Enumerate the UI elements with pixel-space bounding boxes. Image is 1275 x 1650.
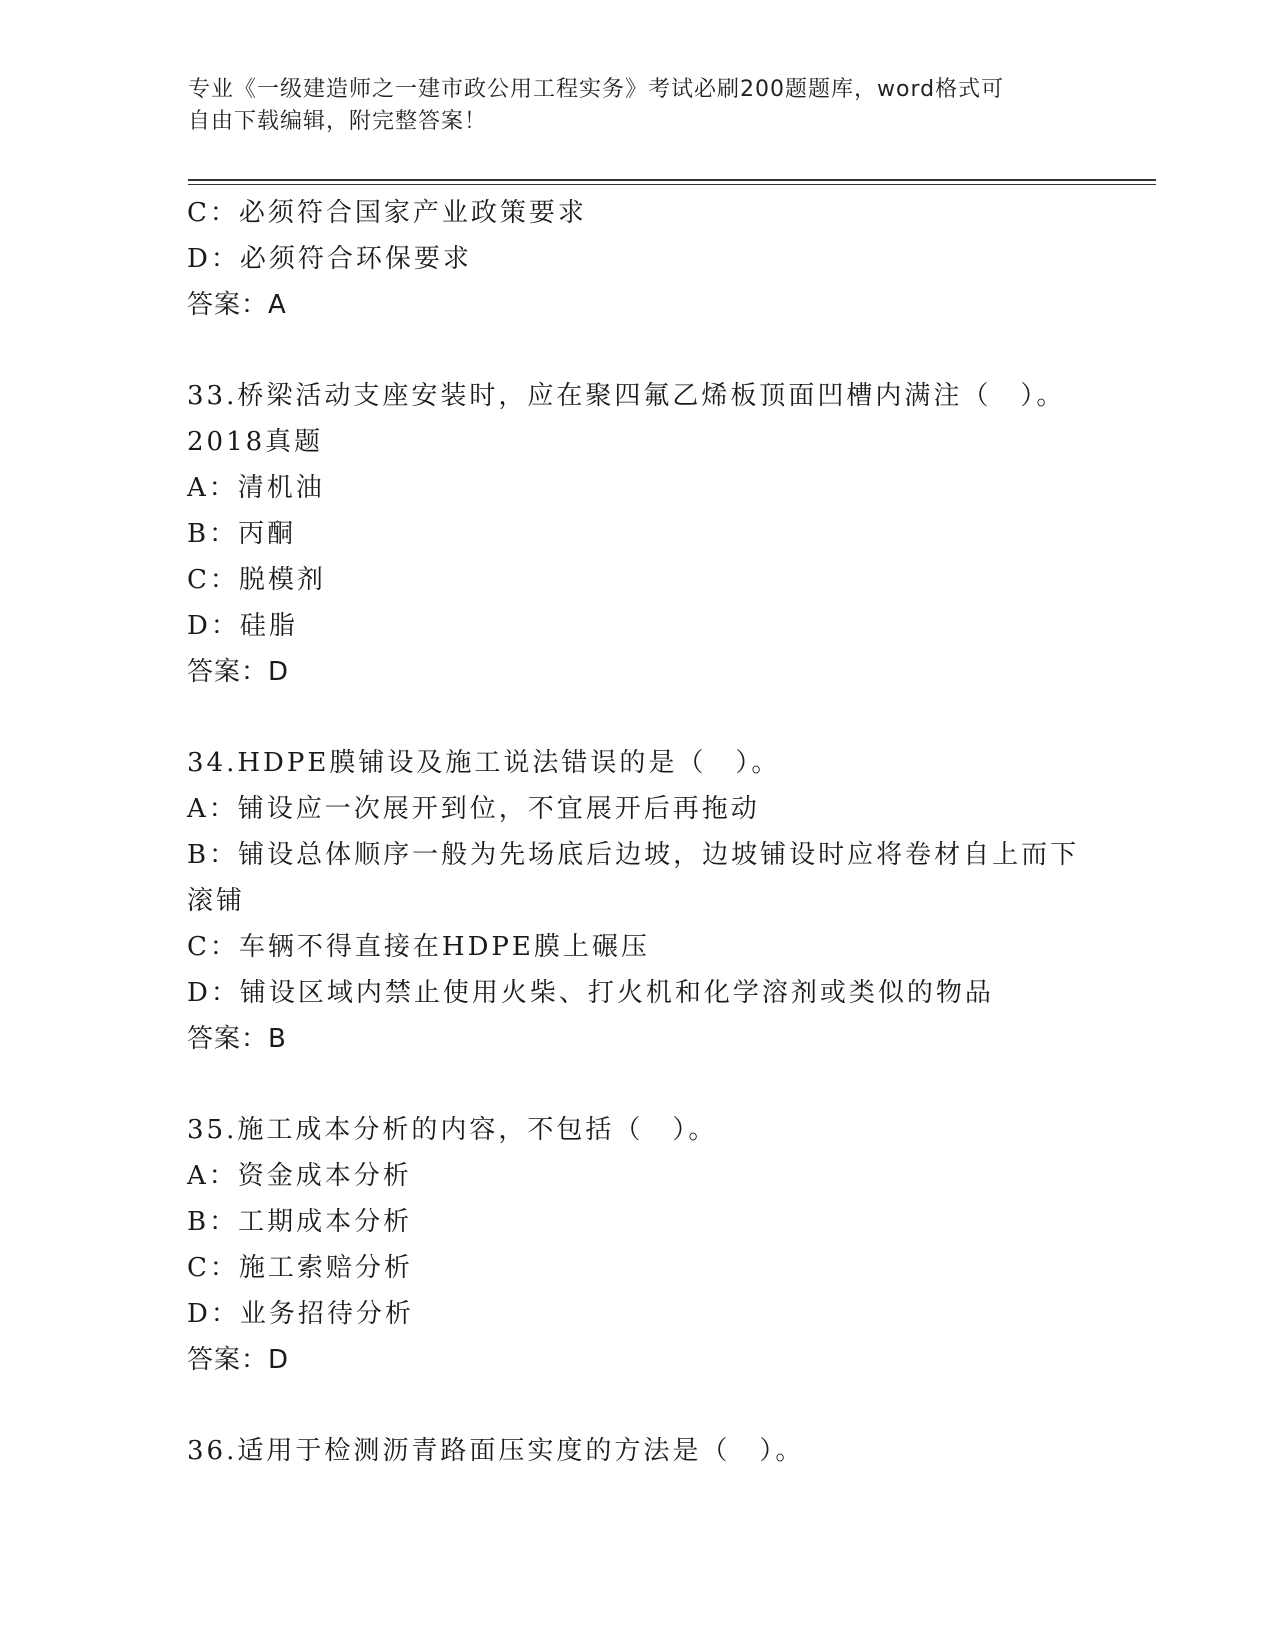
question-stem: 35.施工成本分析的内容，不包括（ ）。 bbox=[187, 1115, 718, 1145]
header-rule-thin bbox=[188, 184, 1156, 185]
option-c: C：施工索赔分析 bbox=[187, 1253, 413, 1283]
question-stem: 36.适用于检测沥青路面压实度的方法是（ ）。 bbox=[187, 1436, 805, 1466]
option-b-continued: 滚铺 bbox=[187, 886, 246, 916]
option-d: D：硅脂 bbox=[187, 611, 298, 641]
option-d: D：铺设区域内禁止使用火柴、打火机和化学溶剂或类似的物品 bbox=[187, 978, 994, 1008]
question-36 bbox=[187, 1428, 1087, 1474]
option-a: A：铺设应一次展开到位，不宜展开后再拖动 bbox=[187, 794, 760, 824]
question-stem-continued: 2018真题 bbox=[187, 427, 324, 457]
answer: 答案：B bbox=[187, 1024, 287, 1054]
spacer bbox=[187, 1383, 1087, 1428]
option-a: A：资金成本分析 bbox=[187, 1161, 412, 1191]
answer: 答案：D bbox=[187, 1345, 290, 1375]
document-header bbox=[188, 74, 1068, 138]
option-d: D：业务招待分析 bbox=[187, 1299, 414, 1329]
question-35 bbox=[187, 1107, 1087, 1383]
option-b: B：丙酮 bbox=[187, 519, 297, 549]
option-d: D：必须符合环保要求 bbox=[187, 244, 472, 274]
question-stem: 33.桥梁活动支座安装时，应在聚四氟乙烯板顶面凹槽内满注（ ）。 bbox=[187, 381, 1066, 411]
question-stem: 34.HDPE膜铺设及施工说法错误的是（ ）。 bbox=[187, 748, 781, 778]
answer: 答案：A bbox=[187, 290, 287, 320]
header-line-1: 专业《一级建造师之一建市政公用工程实务》考试必刷200题题库，word格式可 bbox=[188, 77, 1005, 102]
option-c: C：必须符合国家产业政策要求 bbox=[187, 198, 587, 228]
option-a: A：清机油 bbox=[187, 473, 325, 503]
option-c: C：脱模剂 bbox=[187, 565, 326, 595]
option-b: B：工期成本分析 bbox=[187, 1207, 413, 1237]
header-line-2: 自由下载编辑，附完整答案！ bbox=[188, 109, 488, 134]
option-c: C：车辆不得直接在HDPE膜上碾压 bbox=[187, 932, 650, 962]
spacer bbox=[187, 328, 1087, 373]
spacer bbox=[187, 1062, 1087, 1107]
question-33 bbox=[187, 373, 1087, 695]
header-rule-thick bbox=[188, 179, 1156, 181]
answer: 答案：D bbox=[187, 657, 290, 687]
spacer bbox=[187, 695, 1087, 740]
question-list bbox=[187, 190, 1087, 1474]
option-b: B：铺设总体顺序一般为先场底后边坡，边坡铺设时应将卷材自上而下 bbox=[187, 840, 1080, 870]
question-32-tail bbox=[187, 190, 1087, 328]
question-34 bbox=[187, 740, 1087, 1062]
